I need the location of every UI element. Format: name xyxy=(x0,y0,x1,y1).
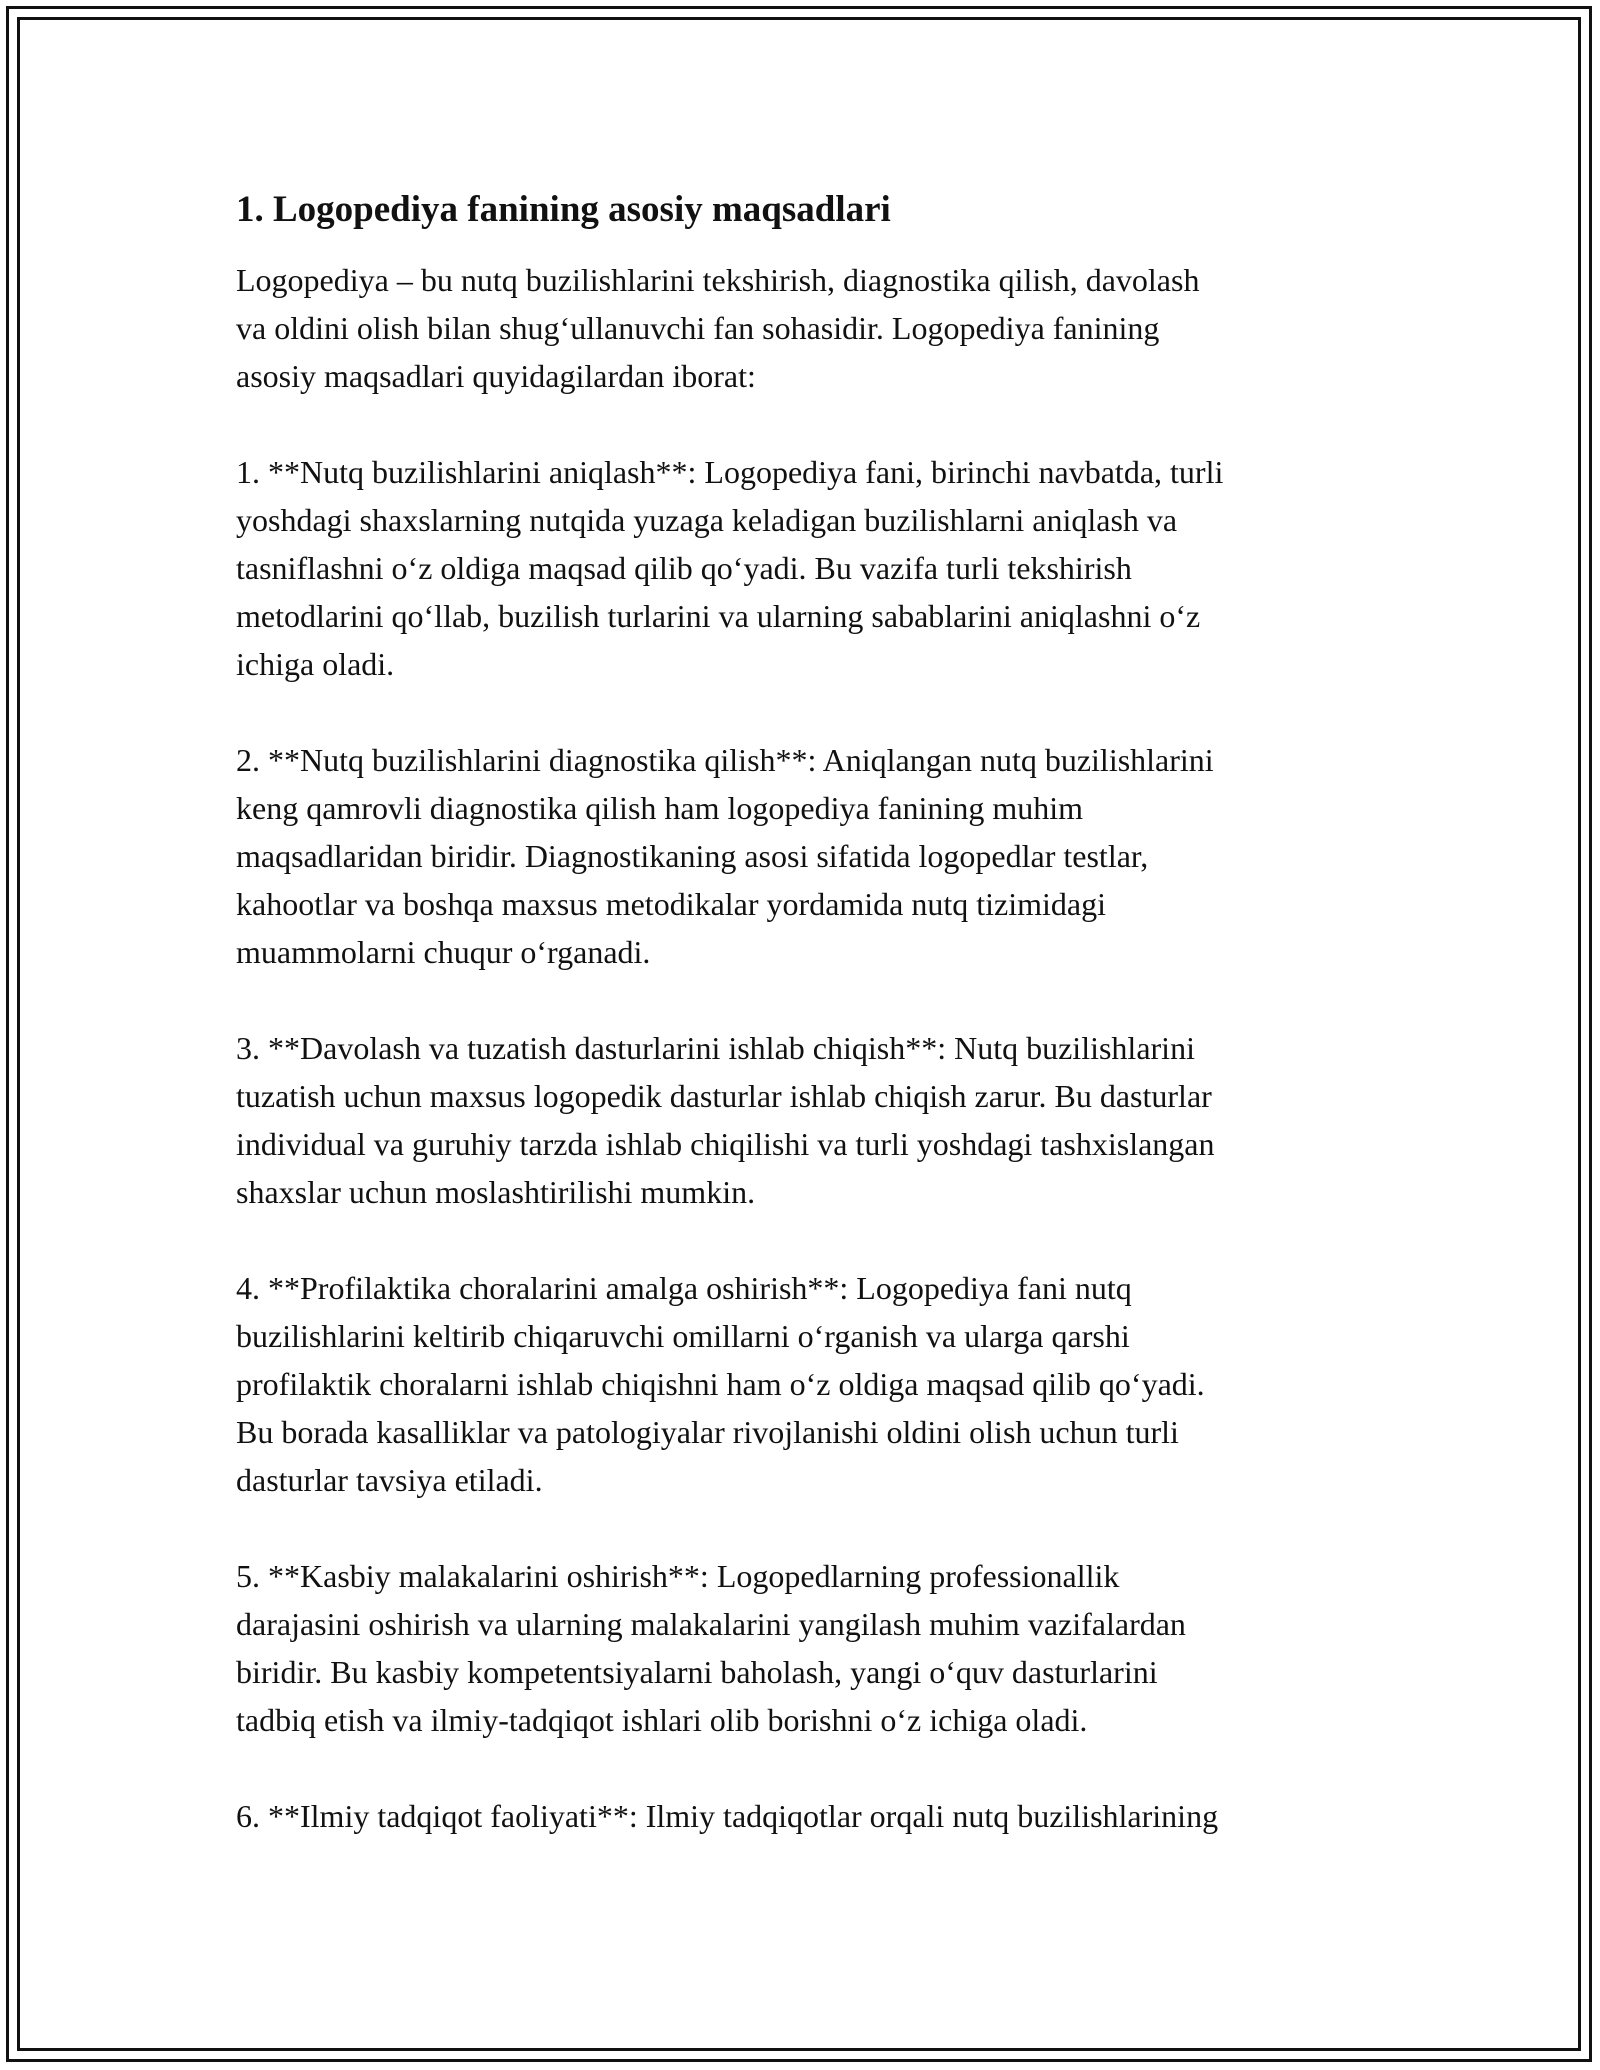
text-line: asosiy maqsadlari quyidagilardan iborat: xyxy=(236,358,756,394)
text-line: dasturlar tavsiya etiladi. xyxy=(236,1462,543,1498)
text-line: tasniflashni o‘z oldiga maqsad qilib qo‘yadi. Bu vazifa turli tekshirish xyxy=(236,550,1132,586)
text-line: yoshdagi shaxslarning nutqida yuzaga keladigan buzilishlarni aniqlash va xyxy=(236,502,1178,538)
text-line: va oldini olish bilan shug‘ullanuvchi fan sohasidir. Logopediya fanining xyxy=(236,310,1160,346)
text-line: metodlarini qo‘llab, buzilish turlarini va ularning sabablarini aniqlashni o‘z xyxy=(236,598,1201,634)
list-item-4 xyxy=(236,1264,1386,1504)
document-body xyxy=(236,186,1386,1888)
list-item-2 xyxy=(236,736,1386,976)
text-line: profilaktik choralarni ishlab chiqishni ham o‘z oldiga maqsad qilib qo‘yadi. xyxy=(236,1366,1205,1402)
text-line: Logopediya – bu nutq buzilishlarini tekshirish, diagnostika qilish, davolash xyxy=(236,262,1200,298)
text-line: tuzatish uchun maxsus logopedik dasturlar ishlab chiqish zarur. Bu dasturlar xyxy=(236,1078,1212,1114)
text-line: 6. **Ilmiy tadqiqot faoliyati**: Ilmiy tadqiqotlar orqali nutq buzilishlarining xyxy=(236,1798,1219,1834)
text-line: 1. **Nutq buzilishlarini aniqlash**: Logopediya fani, birinchi navbatda, turli xyxy=(236,454,1224,490)
text-line: buzilishlarini keltirib chiqaruvchi omillarni o‘rganish va ularga qarshi xyxy=(236,1318,1130,1354)
intro-paragraph xyxy=(236,256,1386,400)
text-line: 3. **Davolash va tuzatish dasturlarini ishlab chiqish**: Nutq buzilishlarini xyxy=(236,1030,1195,1066)
text-line: maqsadlaridan biridir. Diagnostikaning asosi sifatida logopedlar testlar, xyxy=(236,838,1149,874)
text-line: biridir. Bu kasbiy kompetentsiyalarni baholash, yangi o‘quv dasturlarini xyxy=(236,1654,1158,1690)
text-line: Bu borada kasalliklar va patologiyalar rivojlanishi oldini olish uchun turli xyxy=(236,1414,1179,1450)
text-line: keng qamrovli diagnostika qilish ham logopediya fanining muhim xyxy=(236,790,1083,826)
list-item-3 xyxy=(236,1024,1386,1216)
text-line: 5. **Kasbiy malakalarini oshirish**: Logopedlarning professionallik xyxy=(236,1558,1120,1594)
section-heading: 1. Logopediya fanining asosiy maqsadlari xyxy=(236,189,891,230)
text-line: darajasini oshirish va ularning malakalarini yangilash muhim vazifalardan xyxy=(236,1606,1186,1642)
text-line: 4. **Profilaktika choralarini amalga oshirish**: Logopediya fani nutq xyxy=(236,1270,1132,1306)
list-item-1 xyxy=(236,448,1386,688)
text-line: 2. **Nutq buzilishlarini diagnostika qilish**: Aniqlangan nutq buzilishlarini xyxy=(236,742,1214,778)
text-line: shaxslar uchun moslashtirilishi mumkin. xyxy=(236,1174,756,1210)
text-line: tadbiq etish va ilmiy-tadqiqot ishlari olib borishni o‘z ichiga oladi. xyxy=(236,1702,1088,1738)
list-item-5 xyxy=(236,1552,1386,1744)
text-line: muammolarni chuqur o‘rganadi. xyxy=(236,934,651,970)
list-item-6 xyxy=(236,1792,1386,1840)
text-line: individual va guruhiy tarzda ishlab chiqilishi va turli yoshdagi tashxislangan xyxy=(236,1126,1215,1162)
text-line: kahootlar va boshqa maxsus metodikalar yordamida nutq tizimidagi xyxy=(236,886,1107,922)
text-line: ichiga oladi. xyxy=(236,646,395,682)
